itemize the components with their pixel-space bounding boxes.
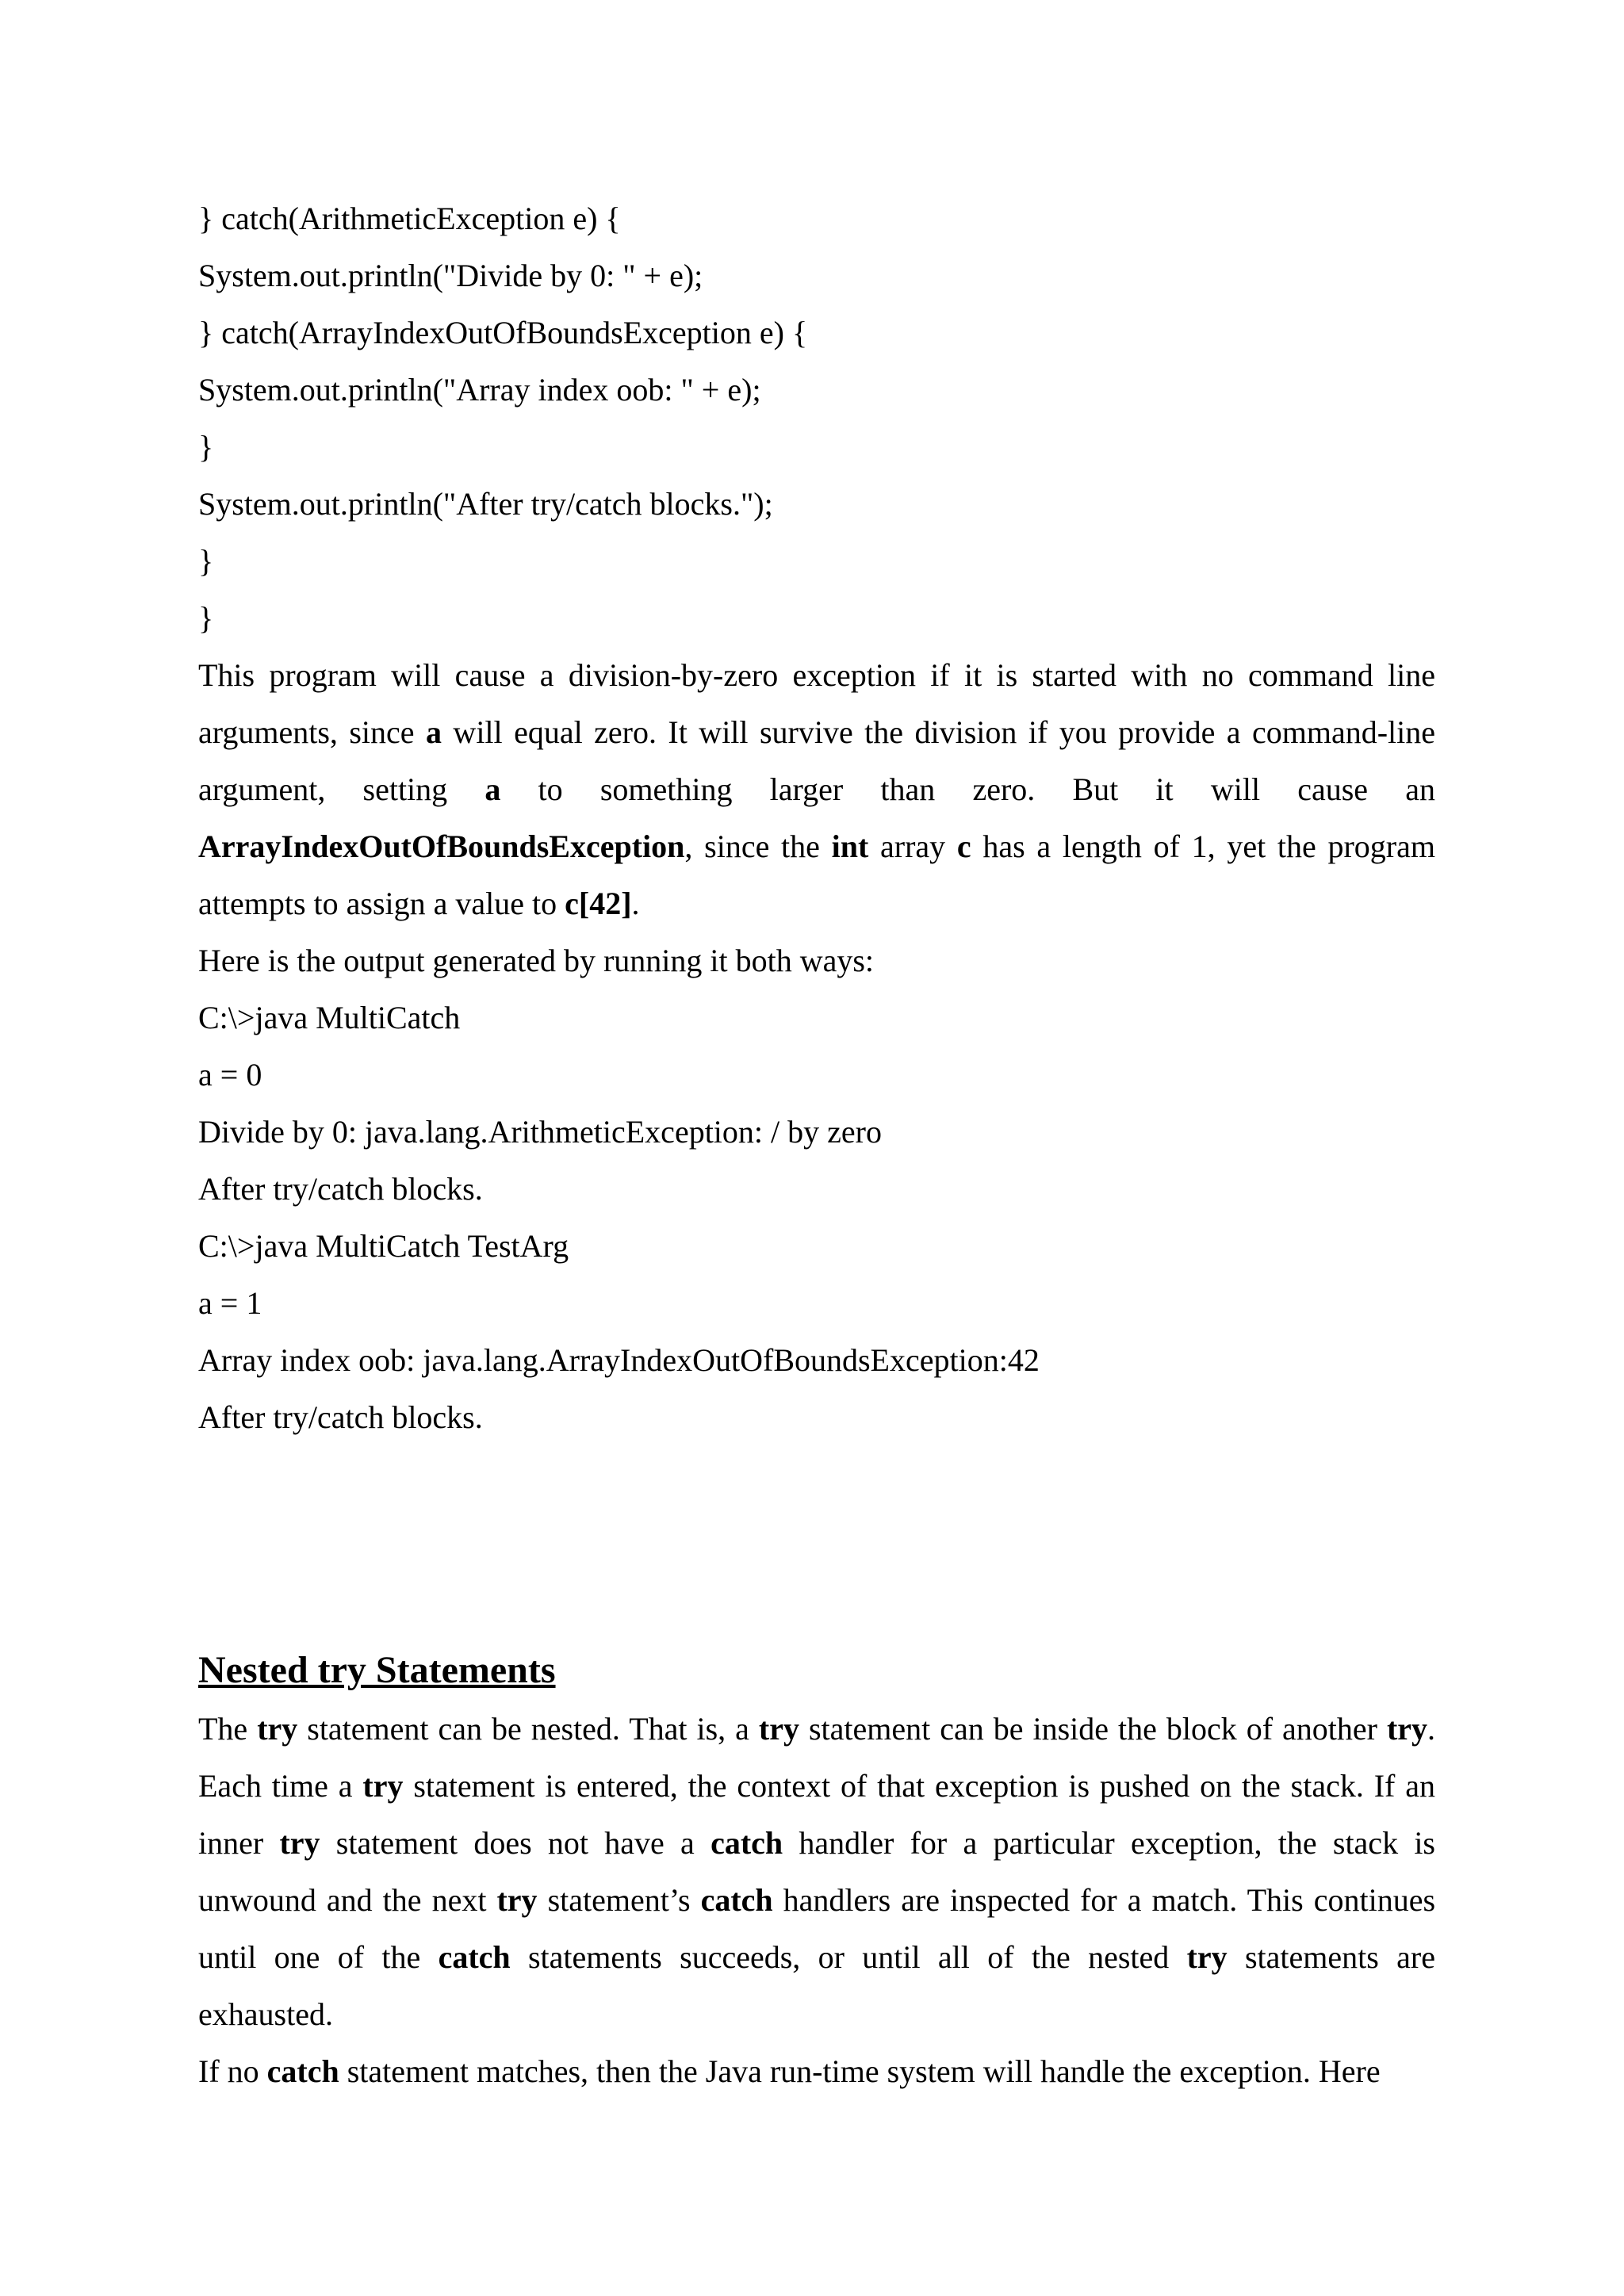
output-intro: Here is the output generated by running it both ways: <box>198 943 875 978</box>
nested-try-section <box>198 1640 1435 2100</box>
output-line: a = 0 <box>198 1057 262 1093</box>
explanation-line: attempts to assign a value to c[42]. <box>198 886 640 921</box>
code-line: } catch(ArrayIndexOutOfBoundsException e) { <box>198 315 808 350</box>
output-line: Array index oob: java.lang.ArrayIndexOutOfBoundsException:42 <box>198 1342 1040 1378</box>
paragraph-line: The try statement can be nested. That is, a try statement can be inside the block of another try. <box>198 1711 1436 1747</box>
paragraph-line: until one of the catch statements succeeds, or until all of the nested try statements are <box>198 1939 1435 1975</box>
explanation-line: This program will cause a division-by-zero exception if it is started with no command line <box>198 657 1435 693</box>
code-block <box>198 190 1435 647</box>
output-line: After try/catch blocks. <box>198 1399 483 1435</box>
code-line: } catch(ArithmeticException e) { <box>198 201 621 236</box>
paragraph-line: unwound and the next try statement’s catch handlers are inspected for a match. This continues <box>198 1882 1436 1918</box>
output-line: C:\>java MultiCatch TestArg <box>198 1228 569 1264</box>
document-page <box>198 190 1435 2100</box>
output-line: a = 1 <box>198 1285 262 1321</box>
paragraph-line: If no catch statement matches, then the Java run-time system will handle the exception. Here <box>198 2053 1381 2089</box>
output-line: C:\>java MultiCatch <box>198 1000 461 1035</box>
nested-paragraph-2 <box>198 2043 1435 2100</box>
code-line: System.out.println("Divide by 0: " + e); <box>198 258 703 293</box>
paragraph-line: Each time a try statement is entered, the context of that exception is pushed on the stack. If an <box>198 1768 1436 1804</box>
explanation-line: ArrayIndexOutOfBoundsException, since the int array c has a length of 1, yet the program <box>198 828 1435 864</box>
explanation-paragraph <box>198 647 1435 932</box>
output-line: Divide by 0: java.lang.ArithmeticException: / by zero <box>198 1114 882 1150</box>
section-heading: Nested try Statements <box>198 1649 556 1691</box>
explanation-line: argument, setting a to something larger than zero. But it will cause an <box>198 771 1435 807</box>
code-line: } <box>198 543 214 579</box>
nested-paragraph-1 <box>198 1701 1435 2043</box>
output-line: After try/catch blocks. <box>198 1171 483 1207</box>
paragraph-line: exhausted. <box>198 1996 333 2032</box>
code-line: System.out.println("After try/catch blocks."); <box>198 486 773 522</box>
code-line: } <box>198 429 214 465</box>
explanation-line: arguments, since a will equal zero. It will survive the division if you provide a command-line <box>198 714 1435 750</box>
paragraph-line: inner try statement does not have a catch handler for a particular exception, the stack is <box>198 1825 1435 1861</box>
code-line: System.out.println("Array index oob: " + e); <box>198 372 761 408</box>
code-line: } <box>198 600 214 636</box>
program-output <box>198 989 1435 1446</box>
